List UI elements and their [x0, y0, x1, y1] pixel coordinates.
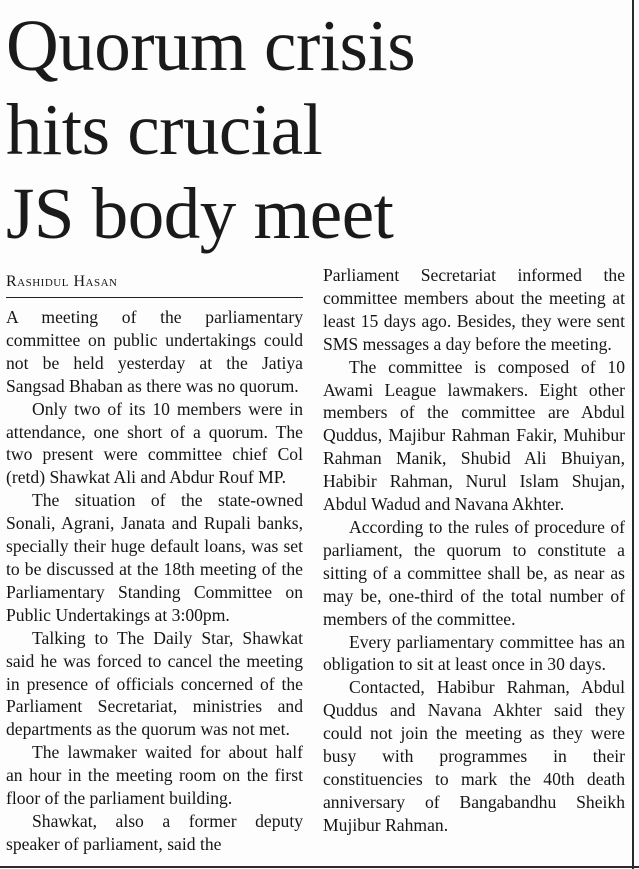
paragraph: Talking to The Daily Star, Shawkat said he was forced to cancel the meeting in presence of officials concerned of the Parliament Secretariat, ministries and departments as the quorum was not met. — [6, 627, 303, 740]
paragraph: Every parliamentary committee has an obligation to sit at least once in 30 days. — [323, 631, 625, 675]
headline-line-1: Quorum crisis — [6, 5, 416, 86]
column-rule-bottom — [0, 866, 639, 868]
paragraph: The situation of the state-owned Sonali, Agrani, Janata and Rupali banks, specially their huge default loans, was set to be discussed at the 18th meeting of the Parliamentary Standing Committee on Public Undertakings at 3:00pm. — [6, 490, 303, 625]
paragraph: Contacted, Habibur Rahman, Abdul Quddus and Navana Akhter said they could not join the meeting as they were busy with programmes in their constituencies to mark the 40th death anniversary of Bangabandhu Sheikh Mujibur Rahman. — [323, 677, 625, 835]
paragraph: According to the rules of procedure of parliament, the quorum to constitute a sitting of a committee shall be, as near as may be, one-third of the total number of members of the committee. — [323, 516, 625, 629]
paragraph: Shawkat, also a former deputy speaker of parliament, said the — [6, 810, 303, 854]
column-rule-right — [632, 0, 634, 869]
headline — [6, 4, 626, 256]
headline-line-3: JS body meet — [6, 173, 394, 254]
paragraph: A meeting of the parliamentary committee on public undertakings could not be held yesterday at the Jatiya Sangsad Bhaban as there was no quorum. — [6, 307, 303, 396]
byline: Rashidul Hasan — [6, 268, 303, 298]
paragraph: The lawmaker waited for about half an hour in the meeting room on the first floor of the parliament building. — [6, 742, 303, 809]
article-column-left — [6, 264, 303, 856]
headline-line-2: hits crucial — [6, 89, 323, 170]
paragraph: Only two of its 10 members were in attendance, one short of a quorum. The two present were committee chief Col (retd) Shawkat Ali and Abdur Rouf MP. — [6, 398, 303, 488]
paragraph: The committee is composed of 10 Awami League lawmakers. Eight other members of the committee are Abdul Quddus, Majibur Rahman Fakir, Muhibur Rahman Manik, Shubid Ali Bhuiyan, Habibir Rahman, Nurul Islam Shujan, Abdul Wadud and Navana Akhter. — [323, 356, 625, 515]
article-column-right — [323, 264, 625, 837]
paragraph: Parliament Secretariat informed the committee members about the meeting at least 15 days ago. Besides, they were sent SMS messages a day before the meeting. — [323, 265, 625, 354]
